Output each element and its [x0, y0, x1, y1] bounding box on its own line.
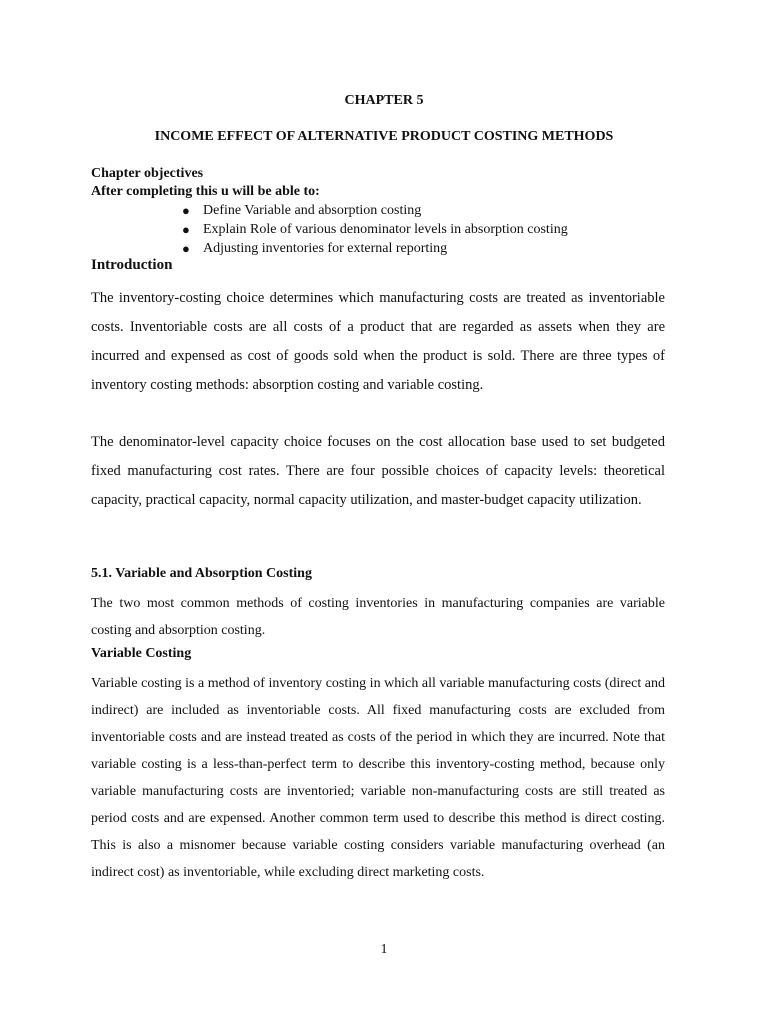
objective-text: Define Variable and absorption costing [203, 203, 422, 218]
introduction-paragraph-1: The inventory-costing choice determines which manufacturing costs are treated as inventoriable costs. Inventoriable costs are all costs of a product that are regarded as assets when they are incurred and expensed as cost of goods sold when the product is sold. There are three types of inventory costing methods: absorption costing and variable costing. [91, 290, 665, 393]
section-paragraph: The two most common methods of costing inventories in manufacturing companies are variable costing and absorption costing. [91, 596, 665, 638]
page-number: 1 [380, 942, 388, 957]
bullet-icon: ● [182, 241, 190, 256]
bullet-icon: ● [182, 222, 190, 237]
objective-item [180, 239, 568, 258]
introduction-heading: Introduction [91, 257, 173, 273]
objectives-heading: Chapter objectives [91, 166, 204, 181]
objectives-subheading: After completing this u will be able to: [91, 184, 320, 199]
objective-text: Adjusting inventories for external reporting [203, 241, 448, 256]
chapter-title: INCOME EFFECT OF ALTERNATIVE PRODUCT COSTING METHODS [154, 129, 614, 144]
objective-item [180, 220, 568, 239]
objective-text: Explain Role of various denominator levels in absorption costing [203, 222, 568, 237]
objectives-block [91, 165, 320, 201]
objectives-list [180, 201, 568, 258]
introduction-paragraph-2: The denominator-level capacity choice focuses on the cost allocation base used to set budgeted fixed manufacturing cost rates. There are four possible choices of capacity levels: theoretical capacity, practical capacity, normal capacity utilization, and master-budget capacity utilization. [91, 434, 665, 508]
section-heading: 5.1. Variable and Absorption Costing [91, 566, 312, 581]
variable-costing-heading: Variable Costing [91, 646, 192, 661]
chapter-number: CHAPTER 5 [344, 93, 424, 108]
bullet-icon: ● [182, 203, 190, 218]
variable-costing-paragraph: Variable costing is a method of inventory costing in which all variable manufacturing costs (direct and indirect) are included as inventoriable costs. All fixed manufacturing costs are excluded from inventoriable costs and are instead treated as costs of the period in which they are incurred. Note that variable costing is a less-than-perfect term to describe this inventory-costing method, because only variable manufacturing costs are inventoried; variable non-manufacturing costs are still treated as period costs and are expensed. Another common term used to describe this method is direct costing. This is also a misnomer because variable costing considers variable manufacturing overhead (an indirect cost) as inventoriable, while excluding direct marketing costs. [91, 676, 665, 880]
objective-item [180, 201, 568, 220]
